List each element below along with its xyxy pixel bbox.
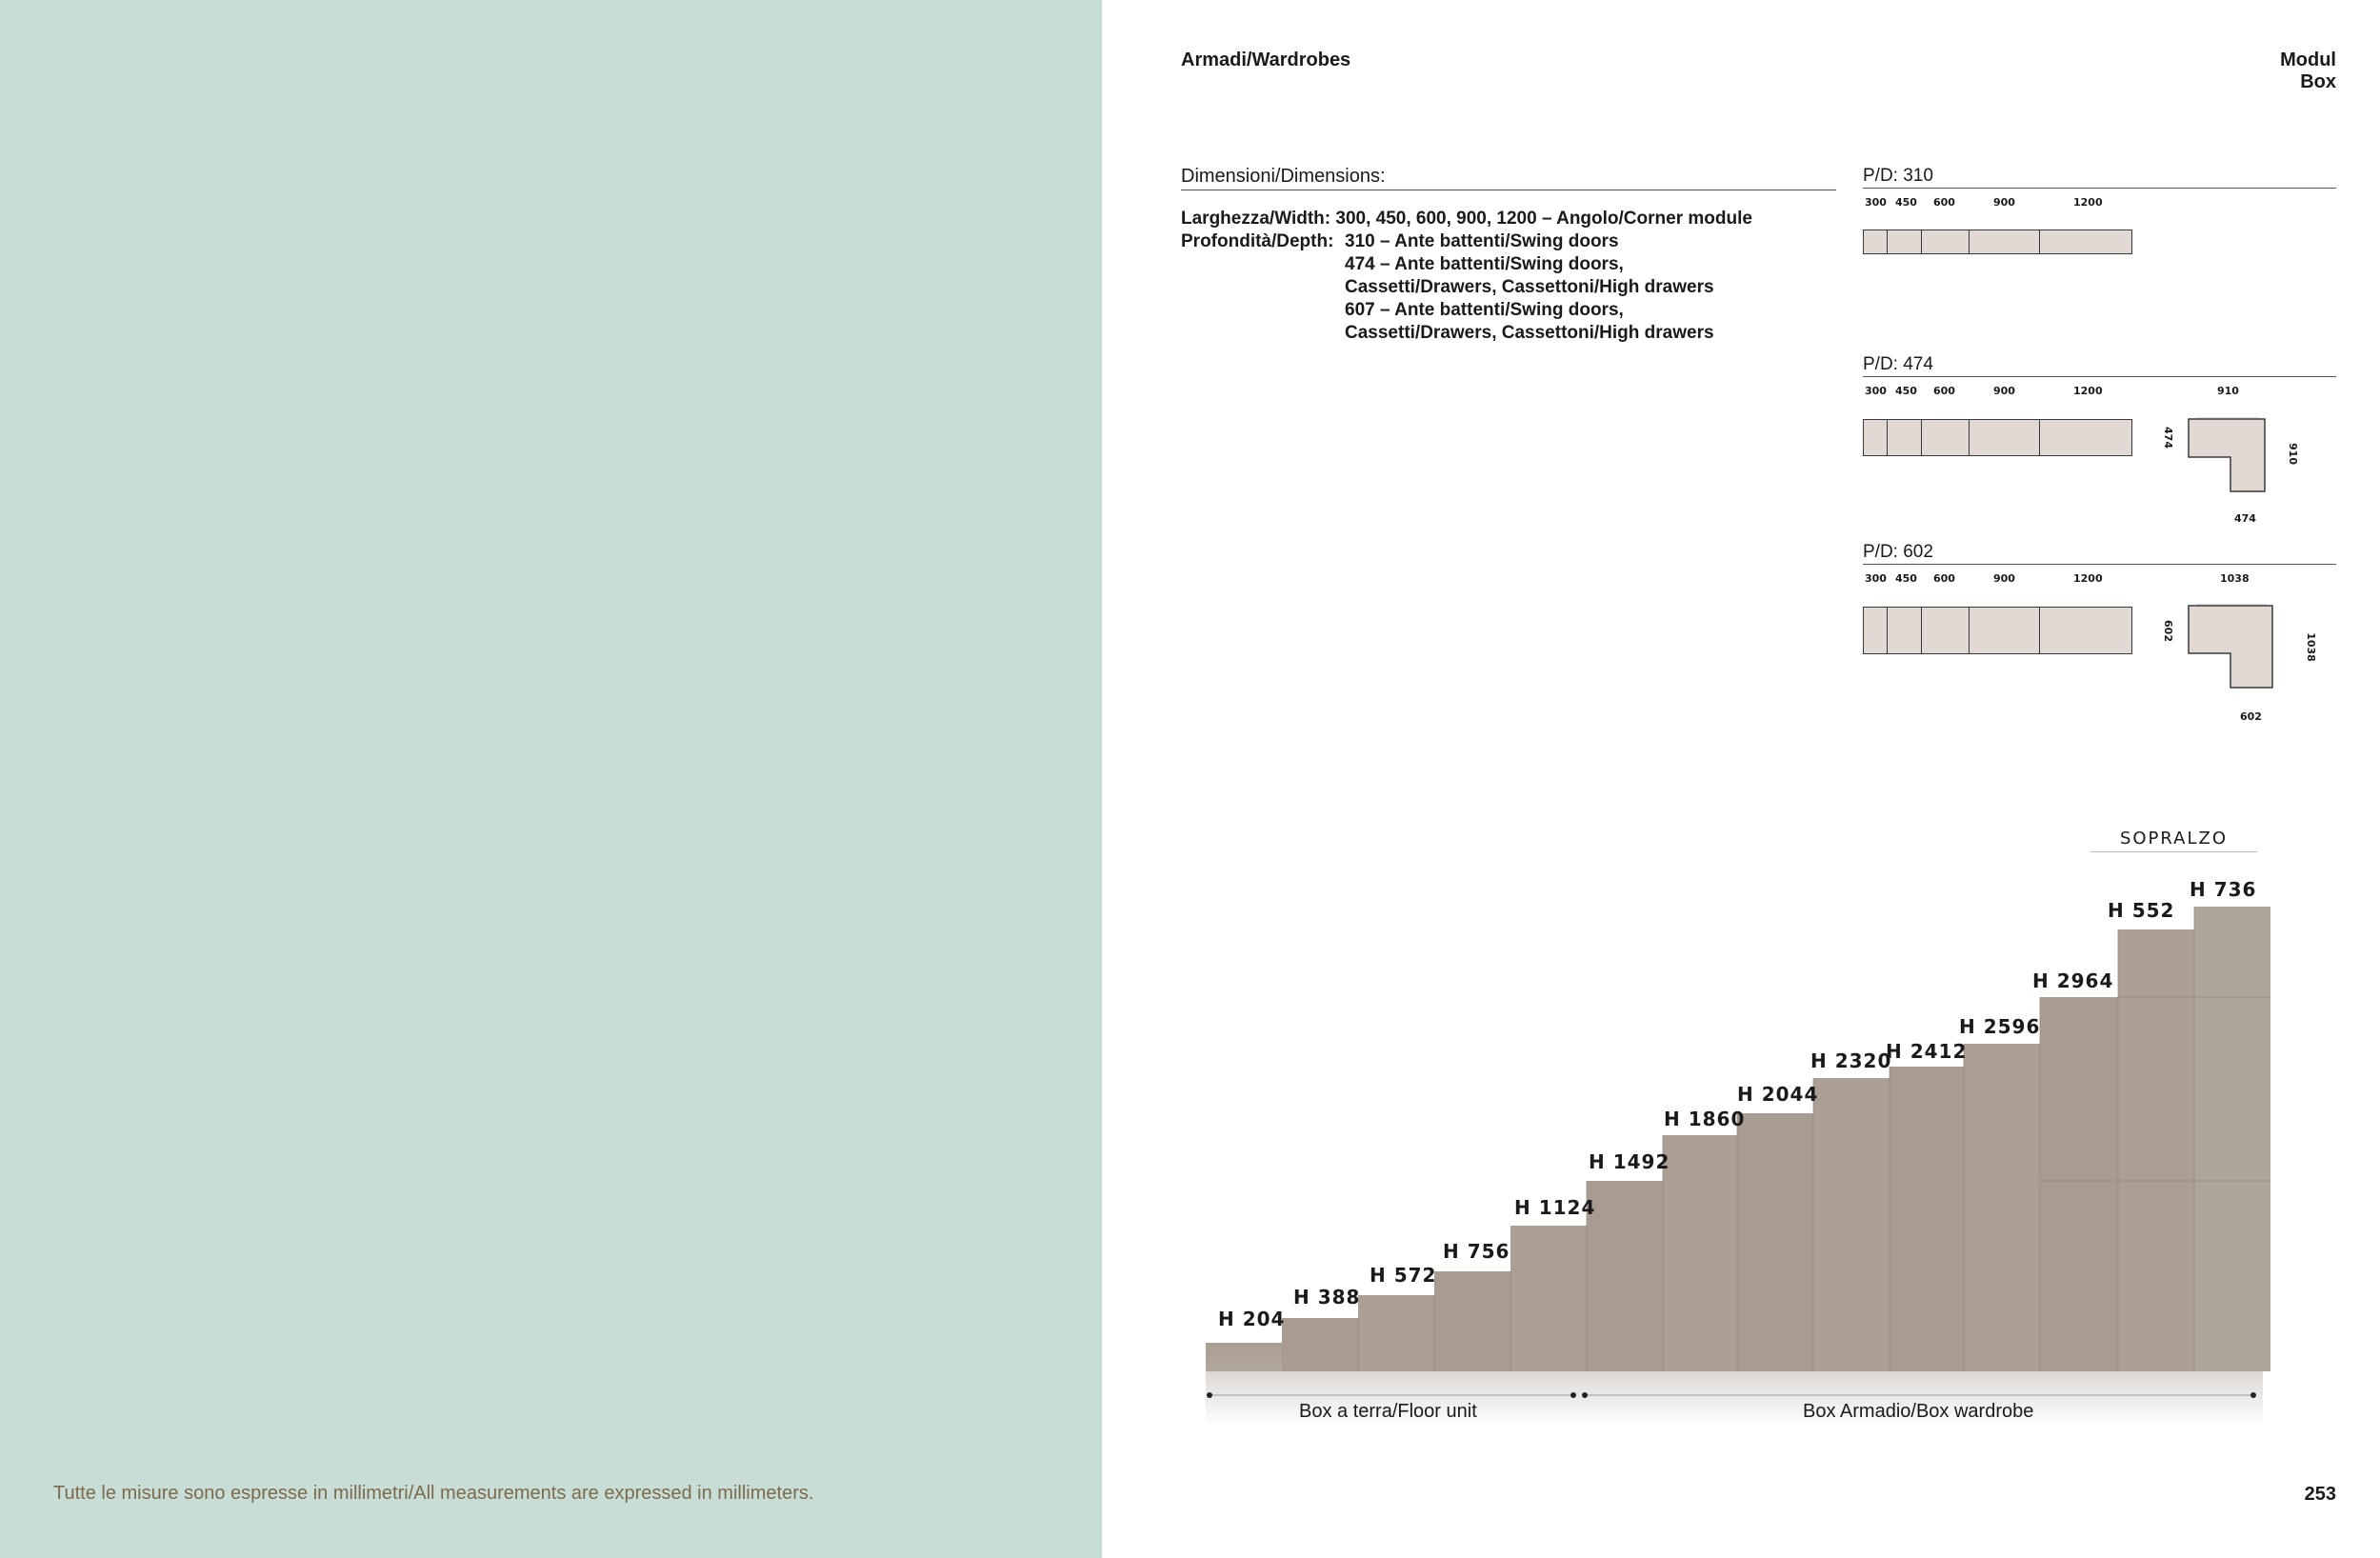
- page-number: 253: [2304, 1484, 2336, 1505]
- height-label-204: H 204: [1218, 1308, 1286, 1330]
- plan-width-tick: 900: [1993, 196, 2015, 209]
- wardrobe-1860: [1663, 1135, 1737, 1371]
- height-label-572: H 572: [1370, 1264, 1437, 1287]
- plan-width-tick: 600: [1933, 572, 1955, 585]
- wardrobe-2044: [1737, 1113, 1813, 1371]
- plan-depth-310-label: P/D: 310: [1863, 166, 2336, 189]
- floor-unit-572: [1358, 1295, 1434, 1371]
- collection-title: Modul Box: [2280, 50, 2336, 92]
- left-color-panel: [0, 0, 1102, 1558]
- plan-474-modules: [1863, 419, 2132, 456]
- floor-unit-label: Box a terra/Floor unit: [1299, 1401, 1477, 1422]
- plan-depth-602-label: P/D: 602: [1863, 542, 2336, 565]
- height-label-756: H 756: [1443, 1240, 1510, 1263]
- corner-depth-tick: 602: [2240, 710, 2262, 723]
- corner-side-tick: 1038: [2304, 632, 2317, 662]
- plan-width-tick: 450: [1895, 385, 1917, 397]
- height-label-1492: H 1492: [1589, 1150, 1670, 1173]
- corner-depth-tick: 474: [2161, 427, 2174, 449]
- corner-width-tick: 910: [2217, 385, 2239, 397]
- wardrobe-2596: [1964, 1044, 2040, 1371]
- floor-unit-756: [1434, 1271, 1510, 1371]
- depth-spec-line: 607 – Ante battenti/Swing doors,: [1345, 300, 1624, 320]
- corner-width-tick: 1038: [2220, 572, 2250, 585]
- height-label-552: H 552: [2108, 899, 2175, 922]
- height-label-1860: H 1860: [1664, 1108, 1746, 1130]
- dimensions-heading: Dimensioni/Dimensions:: [1181, 166, 1836, 190]
- plan-width-tick: 450: [1895, 196, 1917, 209]
- floor-unit-388: [1282, 1318, 1358, 1371]
- corner-module-474-shape: [2187, 417, 2269, 495]
- plan-width-tick: 1200: [2073, 196, 2103, 209]
- depth-spec-line: Cassetti/Drawers, Cassettoni/High drawers: [1345, 277, 1714, 297]
- plan-width-tick: 300: [1865, 572, 1887, 585]
- plan-width-tick: 900: [1993, 572, 2015, 585]
- height-label-2964: H 2964: [2032, 969, 2114, 992]
- wardrobe-2964: [2040, 997, 2118, 1371]
- plan-width-tick: 600: [1933, 385, 1955, 397]
- measurement-note: Tutte le misure sono espresse in millimetri/All measurements are expressed in millimeters.: [53, 1483, 814, 1504]
- corner-side-tick: 910: [2286, 443, 2299, 465]
- plan-depth-474-label: P/D: 474: [1863, 354, 2336, 377]
- wardrobe-2412: [1890, 1067, 1964, 1371]
- wardrobe-1492: [1587, 1181, 1663, 1371]
- corner-depth-tick: 602: [2161, 620, 2174, 642]
- height-label-1124: H 1124: [1514, 1196, 1596, 1219]
- depth-spec-label: Profondità/Depth:: [1181, 231, 1334, 251]
- corner-depth-tick: 474: [2234, 512, 2256, 525]
- plan-width-tick: 1200: [2073, 572, 2103, 585]
- depth-spec-line: Cassetti/Drawers, Cassettoni/High drawers: [1345, 323, 1714, 343]
- plan-width-tick: 600: [1933, 196, 1955, 209]
- section-title: Armadi/Wardrobes: [1181, 50, 1351, 70]
- wardrobe-2320: [1813, 1078, 1890, 1371]
- plan-width-tick: 300: [1865, 385, 1887, 397]
- wardrobe-label: Box Armadio/Box wardrobe: [1803, 1401, 2034, 1422]
- height-label-2044: H 2044: [1737, 1083, 1819, 1106]
- sopralzo-label: SOPRALZO: [2090, 829, 2257, 852]
- plan-width-tick: 300: [1865, 196, 1887, 209]
- height-label-2320: H 2320: [1810, 1049, 1892, 1072]
- height-label-2596: H 2596: [1959, 1015, 2041, 1038]
- floor-unit-1124: [1510, 1226, 1587, 1371]
- corner-module-602-shape: [2187, 604, 2276, 691]
- plan-602-modules: [1863, 607, 2132, 654]
- plan-310-modules: [1863, 230, 2132, 254]
- depth-spec-line: 474 – Ante battenti/Swing doors,: [1345, 254, 1624, 274]
- depth-spec-line: 310 – Ante battenti/Swing doors: [1345, 231, 1619, 251]
- sopralzo-552: [2118, 929, 2194, 1371]
- height-label-736: H 736: [2190, 878, 2257, 901]
- height-label-388: H 388: [1293, 1286, 1361, 1308]
- width-spec: Larghezza/Width: 300, 450, 600, 900, 1200 – Angolo/Corner module: [1181, 209, 1752, 229]
- plan-width-tick: 450: [1895, 572, 1917, 585]
- plan-width-tick: 900: [1993, 385, 2015, 397]
- floor-unit-204: [1206, 1343, 1282, 1371]
- height-staircase: [1181, 876, 2305, 1448]
- sopralzo-736: [2194, 907, 2270, 1371]
- height-label-2412: H 2412: [1886, 1040, 1968, 1063]
- plan-width-tick: 1200: [2073, 385, 2103, 397]
